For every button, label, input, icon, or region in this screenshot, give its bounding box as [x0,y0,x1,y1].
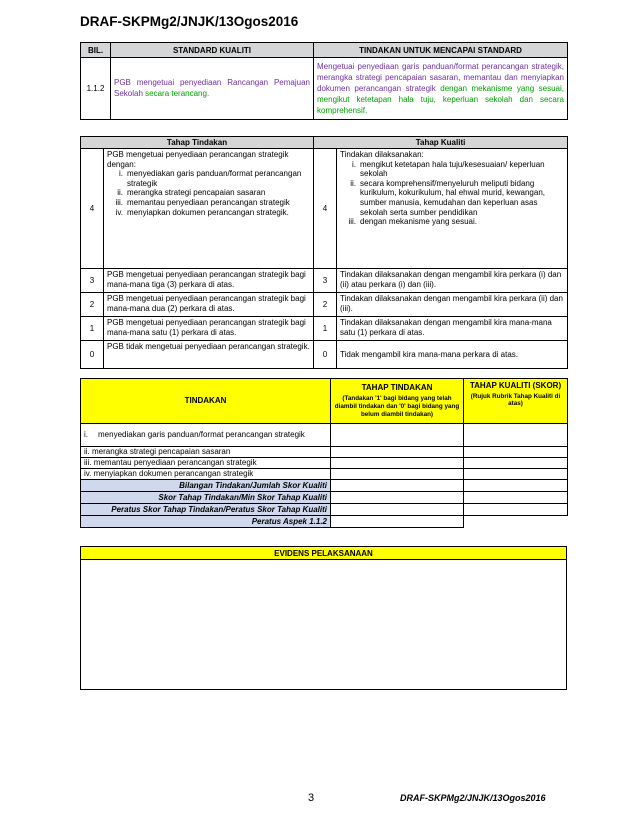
score-cell-tindakan[interactable] [331,424,464,447]
kualiti-intro: Tindakan dilaksanakan: [340,150,424,159]
rubric-tindakan-0: PGB tidak mengetuai penyediaan perancangan strategik. [104,341,314,369]
header-tahap-tindakan-score [331,379,464,424]
summary-cell-tindakan[interactable] [331,504,464,516]
item-text: merangka strategi pencapaian sasaran [127,188,266,198]
score-cell-kualiti[interactable] [464,447,568,458]
standard-text-main: PGB mengetuai penyediaan Rancangan Pemajuan Sekolah [114,77,310,98]
evidens-content[interactable] [81,560,567,690]
tindakan-text-quality: dengan mekanisme yang sesuai, mengikut ketetapan hala tuju, keperluan sekolah dan secara komprehensif. [317,83,564,116]
summary-bilangan: Bilangan Tindakan/Jumlah Skor Kualiti [81,480,331,492]
item-number: iii. [115,197,123,207]
summary-skor: Skor Tahap Tindakan/Min Skor Tahap Kualiti [81,492,331,504]
item-number: i. [352,159,357,169]
table-row [81,458,331,469]
rubric-kualiti-4 [337,149,568,269]
list-item [107,188,310,198]
rubric-kualiti-level-1: 1 [314,317,337,341]
header-standard-kualiti: STANDARD KUALITI [111,43,314,58]
item-text: menyiapkan dokumen perancangan strategik. [127,207,289,217]
list-item [107,169,310,188]
score-cell-kualiti[interactable] [464,424,568,447]
rubric-tindakan-1: PGB mengetuai penyediaan perancangan strategik bagi mana-mana satu (1) perkara di atas. [104,317,314,341]
rubric-tindakan-4 [104,149,314,269]
rubric-kualiti-level-4: 4 [314,149,337,269]
list-item [340,160,564,179]
summary-cell-kualiti[interactable] [464,492,568,504]
item-text: memantau penyediaan perancangan strategik [127,197,290,207]
header-tindakan-standard: TINDAKAN UNTUK MENCAPAI STANDARD [314,43,568,58]
rubric-level-3: 3 [81,269,104,293]
header-tahap-tindakan: Tahap Tindakan [81,137,314,149]
item-number: ii. [117,188,123,198]
rubric-level-1: 1 [81,317,104,341]
standard-text-quality: secara terancang. [145,88,210,98]
document-header: DRAF-SKPMg2/JNJK/13Ogos2016 [80,14,299,29]
summary-cell-tindakan[interactable] [331,480,464,492]
item-text: dengan mekanisme yang sesuai. [360,217,477,227]
header-tahap-kualiti-score [464,379,568,424]
rubric-level-4: 4 [81,149,104,269]
rubric-kualiti-0: Tidak mengambil kira mana-mana perkara di atas. [337,341,568,369]
score-cell-tindakan[interactable] [331,447,464,458]
rubric-kualiti-3: Tindakan dilaksanakan dengan mengambil kira perkara (i) dan (ii) atau perkara (i) dan (iii). [337,269,568,293]
rubric-level-2: 2 [81,293,104,317]
item-number: ii. [350,178,357,188]
summary-cell-kualiti[interactable] [464,480,568,492]
list-item [340,217,564,227]
rubric-tindakan-3: PGB mengetuai penyediaan perancangan strategik bagi mana-mana tiga (3) perkara di atas. [104,269,314,293]
list-item [340,179,564,217]
item-text: menyiapkan dokumen perancangan strategik [93,469,254,479]
item-text: menyediakan garis panduan/format perancangan strategik [98,430,305,440]
tahap-kualiti-title: TAHAP KUALITI (SKOR) [469,381,562,390]
table-row [81,424,331,447]
header-evidens: EVIDENS PELAKSANAAN [81,547,567,560]
rubric-table [80,136,568,369]
summary-cell-tindakan[interactable] [331,492,464,504]
score-cell-tindakan[interactable] [331,458,464,469]
tindakan-standard-cell [314,58,568,120]
item-number: ii. [84,447,90,457]
summary-cell-kualiti[interactable] [464,504,568,516]
rubric-level-0: 0 [81,341,104,369]
item-number: iv. [84,469,92,479]
empty-cell [464,516,568,528]
summary-cell-aspek[interactable] [331,516,464,528]
list-item [107,208,310,218]
list-item [107,198,310,208]
tindakan-list [107,169,310,217]
item-text: menyediakan garis panduan/format perancangan strategik [127,169,302,188]
score-cell-tindakan[interactable] [331,469,464,480]
standard-kualiti-cell [111,58,314,120]
tindakan-intro: PGB mengetuai penyediaan perancangan strategik dengan: [107,150,289,169]
footer-text: DRAF-SKPMg2/JNJK/13Ogos2016 [400,793,546,803]
header-tindakan: TINDAKAN [81,379,331,424]
summary-peratus-aspek: Peratus Aspek 1.1.2 [81,516,331,528]
item-text: memantau penyediaan perancangan strategik [93,458,257,468]
score-cell-kualiti[interactable] [464,469,568,480]
rubric-kualiti-level-0: 0 [314,341,337,369]
score-cell-kualiti[interactable] [464,458,568,469]
header-bil: BIL. [81,43,111,58]
item-number: i. [84,430,88,440]
item-number: iii. [348,217,357,227]
tahap-tindakan-title: TAHAP TINDAKAN [361,383,433,393]
item-text: mengikut ketetapan hala tuju/kesesuaian/ keperluan sekolah [360,159,545,179]
evidens-table [80,546,567,690]
rubric-kualiti-level-2: 2 [314,293,337,317]
standard-table [80,42,568,120]
item-text: merangka strategi pencapaian sasaran [92,447,231,457]
rubric-kualiti-level-3: 3 [314,269,337,293]
scoring-table [80,378,568,528]
item-number: i. [119,169,123,179]
summary-peratus-skor: Peratus Skor Tahap Tindakan/Peratus Skor Tahap Kualiti [81,504,331,516]
table-row [81,447,331,458]
tahap-kualiti-note: (Rujuk Rubrik Tahap Kualiti di atas) [470,392,561,408]
header-tahap-kualiti: Tahap Kualiti [314,137,568,149]
rubric-kualiti-1: Tindakan dilaksanakan dengan mengambil kira mana-mana satu (1) perkara di atas. [337,317,568,341]
item-text: secara komprehensif/menyeluruh meliputi bidang kurikulum, kokurikulum, hal ehwal murid, kewangan, sumber manusia, kemudahan dan keperluan asas sekolah serta sumber pendidikan [360,178,545,217]
kualiti-list [340,160,564,227]
tahap-tindakan-note: (Tandakan '1' bagi bidang yang telah diambil tindakan dan '0' bagi bidang yang belum diambil tindakan) [334,395,460,418]
rubric-kualiti-2: Tindakan dilaksanakan dengan mengambil kira perkara (ii) dan (iii). [337,293,568,317]
item-number: iii. [84,458,92,468]
page-number: 3 [308,792,315,804]
table-row [81,469,331,480]
rubric-tindakan-2: PGB mengetuai penyediaan perancangan strategik bagi mana-mana dua (2) perkara di atas. [104,293,314,317]
bil-value: 1.1.2 [81,58,111,120]
tindakan-text-main: Mengetuai penyediaan garis panduan/format perancangan strategik, merangka strategi pencapaian sasaran, memantau dan menyiapkan dokumen perancangan strategik [317,61,564,93]
item-number: iv. [115,207,123,217]
